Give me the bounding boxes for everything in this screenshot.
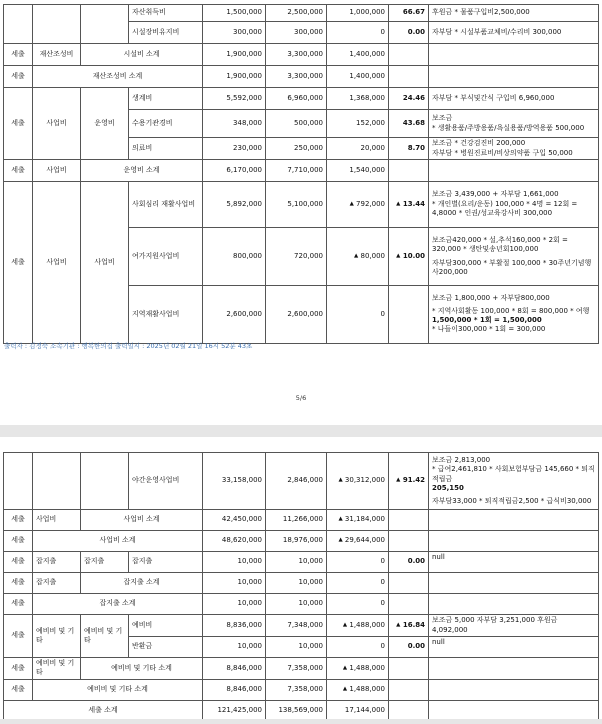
subsection-cell: 예비비 및 기타 xyxy=(81,615,129,658)
rate-number: 91.42 xyxy=(402,476,425,485)
item-name: 여가지원사업비 xyxy=(129,228,203,286)
cell-empty xyxy=(429,594,599,615)
budget-value: 1,500,000 xyxy=(203,5,266,22)
cell-empty xyxy=(389,531,429,552)
budget-value: 300,000 xyxy=(203,22,266,44)
diff-number: 30,312,000 xyxy=(344,476,385,485)
note: null xyxy=(429,552,599,573)
final-value: 2,500,000 xyxy=(266,5,327,22)
diff-value: 0 xyxy=(327,286,389,344)
note: 자부담 * 시설부품교체비/수리비 300,000 xyxy=(429,22,599,44)
section-cell: 재산조성비 xyxy=(33,44,81,66)
cell-empty xyxy=(429,510,599,531)
final-value: 11,266,000 xyxy=(266,510,327,531)
cell-empty xyxy=(429,573,599,594)
cell-empty xyxy=(429,679,599,700)
subtotal-label: 예비비 및 기타 소계 xyxy=(81,658,203,680)
rate-value: 0.00 xyxy=(389,637,429,658)
diff-value: 1,368,000 xyxy=(327,88,389,110)
table-row xyxy=(4,5,599,22)
diff-value: 152,000 xyxy=(327,110,389,138)
item-name: 의료비 xyxy=(129,138,203,160)
item-name: 생계비 xyxy=(129,88,203,110)
cell-empty xyxy=(389,510,429,531)
item-name: 예비비 xyxy=(129,615,203,637)
decrease-icon: ▲ xyxy=(342,664,348,671)
table-row xyxy=(4,66,599,88)
page-separator xyxy=(0,719,602,724)
final-value: 7,348,000 xyxy=(266,615,327,637)
diff-value: 0 xyxy=(327,594,389,615)
note: null xyxy=(429,637,599,658)
diff-value: 0 xyxy=(327,637,389,658)
budget-value: 48,620,000 xyxy=(203,531,266,552)
diff-value: 0 xyxy=(327,552,389,573)
diff-value: 1,000,000 xyxy=(327,5,389,22)
final-value: 10,000 xyxy=(266,637,327,658)
category-cell: 세출 xyxy=(4,66,33,88)
category-cell: 세출 xyxy=(4,552,33,573)
decrease-icon: ▲ xyxy=(396,252,401,259)
section-cell: 예비비 및 기타 xyxy=(33,658,81,680)
table-row xyxy=(4,573,599,594)
subtotal-label: 운영비 소계 xyxy=(81,160,203,182)
note-line: 자부담300,000 * 부활절 100,000 * 30주년기념행사200,000 xyxy=(432,258,592,276)
cell-empty xyxy=(389,66,429,88)
category-cell: 세출 xyxy=(4,510,33,531)
subsection-cell: 운영비 xyxy=(81,88,129,160)
page-2 xyxy=(0,437,602,719)
note-line: 205,150 xyxy=(432,484,464,493)
rate-value: 43.68 xyxy=(389,110,429,138)
decrease-icon: ▲ xyxy=(338,516,343,523)
note-line: * 생활용품/주방용품/욕실용품/방역용품 500,000 xyxy=(432,123,585,132)
subsection-cell: 잡지출 xyxy=(81,552,129,573)
section-cell: 사업비 xyxy=(33,510,81,531)
category-cell: 세출 xyxy=(4,182,33,344)
cell-empty xyxy=(81,5,129,44)
diff-value xyxy=(327,510,389,531)
item-name: 사회심리 재활사업비 xyxy=(129,182,203,228)
subsection-cell: 사업비 xyxy=(81,182,129,344)
decrease-icon: ▲ xyxy=(338,537,343,544)
note-line: 보조금 * 건강검진비 200,000 xyxy=(432,139,526,148)
table-row xyxy=(4,453,599,510)
note-line: 보조금 xyxy=(432,114,453,123)
budget-value: 1,900,000 xyxy=(203,44,266,66)
subtotal-label: 사업비 소계 xyxy=(33,531,203,552)
decrease-icon: ▲ xyxy=(396,200,401,207)
subtotal-label: 잡지출 소계 xyxy=(33,594,203,615)
cell-empty xyxy=(389,160,429,182)
budget-table-page-2 xyxy=(3,452,599,722)
final-value: 500,000 xyxy=(266,110,327,138)
final-value: 250,000 xyxy=(266,138,327,160)
item-name: 자산취득비 xyxy=(129,5,203,22)
section-cell: 사업비 xyxy=(33,182,81,344)
budget-value: 230,000 xyxy=(203,138,266,160)
category-cell: 세출 xyxy=(4,594,33,615)
diff-value xyxy=(327,615,389,637)
item-name: 잡지출 xyxy=(129,552,203,573)
print-info: 출력자 : 김정숙 소속기관 : 행복한의집 출력일시 : 2025년 02월 21일 16시 52분 43초 xyxy=(4,342,253,350)
note xyxy=(429,182,599,228)
note-line: 보조금 3,439,000 + 자부담 1,661,000 xyxy=(432,190,559,199)
note: 보조금 5,000 자부담 3,251,000 후원금 4,092,000 xyxy=(429,615,599,637)
decrease-icon: ▲ xyxy=(396,477,401,484)
cell-empty xyxy=(429,44,599,66)
rate-value: 0.00 xyxy=(389,22,429,44)
page-number: 5/6 xyxy=(295,394,307,402)
table-row xyxy=(4,160,599,182)
note: 후원금 * 물품구입비2,500,000 xyxy=(429,5,599,22)
note-line: 자부담33,000 * 퇴직적립금2,500 * 급식비30,000 xyxy=(432,496,592,505)
subtotal-label: 예비비 및 기타 소계 xyxy=(33,679,203,700)
item-name: 야간운영사업비 xyxy=(129,453,203,510)
diff-number: 1,488,000 xyxy=(349,685,385,694)
category-cell: 세출 xyxy=(4,658,33,680)
budget-value: 8,846,000 xyxy=(203,658,266,680)
note-line: 1,500,000 * 1회 = 1,500,000 xyxy=(432,316,542,324)
final-value: 7,358,000 xyxy=(266,658,327,680)
budget-value: 8,846,000 xyxy=(203,679,266,700)
table-row xyxy=(4,615,599,637)
table-row xyxy=(4,679,599,700)
final-value: 18,976,000 xyxy=(266,531,327,552)
final-value: 2,600,000 xyxy=(266,286,327,344)
table-row xyxy=(4,182,599,228)
item-name: 수용기관경비 xyxy=(129,110,203,138)
note xyxy=(429,228,599,286)
decrease-icon: ▲ xyxy=(342,686,348,693)
budget-value: 121,425,000 xyxy=(203,700,266,721)
diff-value: 1,540,000 xyxy=(327,160,389,182)
budget-value: 5,892,000 xyxy=(203,182,266,228)
note xyxy=(429,138,599,160)
table-row xyxy=(4,44,599,66)
budget-value: 8,836,000 xyxy=(203,615,266,637)
note-line: 보조금420,000 * 설,추석160,000 * 2회 = 320,000 * 생탄및송년회100,000 xyxy=(432,235,568,254)
diff-value: 1,400,000 xyxy=(327,44,389,66)
cell-empty xyxy=(81,453,129,510)
table-row xyxy=(4,531,599,552)
budget-value: 10,000 xyxy=(203,552,266,573)
decrease-icon: ▲ xyxy=(354,252,359,259)
budget-value: 5,592,000 xyxy=(203,88,266,110)
diff-value xyxy=(327,182,389,228)
category-cell: 세출 xyxy=(4,44,33,66)
budget-value: 6,170,000 xyxy=(203,160,266,182)
final-value: 138,569,000 xyxy=(266,700,327,721)
budget-value: 10,000 xyxy=(203,573,266,594)
note-line: * 나들이300,000 * 1회 = 300,000 xyxy=(432,325,546,334)
section-cell: 예비비 및 기타 xyxy=(33,615,81,658)
rate-number: 16.84 xyxy=(402,620,425,629)
rate-value: 24.46 xyxy=(389,88,429,110)
section-cell: 잡지출 xyxy=(33,552,81,573)
table-row xyxy=(4,552,599,573)
item-name: 시설장비유지비 xyxy=(129,22,203,44)
item-name: 지역재활사업비 xyxy=(129,286,203,344)
cell-empty xyxy=(429,531,599,552)
page-separator xyxy=(0,425,602,437)
note: 자부담 * 부식및간식 구입비 6,960,000 xyxy=(429,88,599,110)
decrease-icon: ▲ xyxy=(342,621,348,628)
rate-value xyxy=(389,615,429,637)
section-cell: 잡지출 xyxy=(33,573,81,594)
diff-number: 29,644,000 xyxy=(344,536,385,545)
cell-empty xyxy=(389,573,429,594)
diff-value: 20,000 xyxy=(327,138,389,160)
budget-value: 800,000 xyxy=(203,228,266,286)
budget-value: 348,000 xyxy=(203,110,266,138)
note-line: 보조금 2,813,000 xyxy=(432,455,491,464)
cell-empty xyxy=(389,44,429,66)
final-value: 3,300,000 xyxy=(266,44,327,66)
cell-empty xyxy=(429,160,599,182)
budget-value: 2,600,000 xyxy=(203,286,266,344)
cell-empty xyxy=(389,594,429,615)
final-value: 7,710,000 xyxy=(266,160,327,182)
final-value: 10,000 xyxy=(266,594,327,615)
rate-value xyxy=(389,182,429,228)
final-value: 2,846,000 xyxy=(266,453,327,510)
cell-empty xyxy=(33,5,81,44)
cell-empty xyxy=(389,679,429,700)
item-name: 반환금 xyxy=(129,637,203,658)
diff-value xyxy=(327,658,389,680)
category-cell: 세출 xyxy=(4,573,33,594)
section-cell: 사업비 xyxy=(33,88,81,160)
rate-value xyxy=(389,453,429,510)
cell-empty xyxy=(33,453,81,510)
final-value: 3,300,000 xyxy=(266,66,327,88)
budget-value: 1,900,000 xyxy=(203,66,266,88)
cell-empty xyxy=(4,5,33,44)
cell-empty xyxy=(429,658,599,680)
final-value: 6,960,000 xyxy=(266,88,327,110)
table-row xyxy=(4,510,599,531)
decrease-icon: ▲ xyxy=(396,621,401,628)
category-cell: 세출 xyxy=(4,531,33,552)
note-line: 자부담 * 병원진료비/비상의약품 구입 50,000 xyxy=(432,148,573,157)
diff-value: 1,400,000 xyxy=(327,66,389,88)
decrease-icon: ▲ xyxy=(338,477,343,484)
note-line: * 급여2,461,810 * 사회보험부담금 145,660 * 퇴직적립금 xyxy=(432,465,595,483)
final-value: 7,358,000 xyxy=(266,679,327,700)
rate-value: 8.70 xyxy=(389,138,429,160)
final-value: 300,000 xyxy=(266,22,327,44)
category-cell: 세출 xyxy=(4,88,33,160)
diff-number: 792,000 xyxy=(356,199,385,208)
section-cell: 사업비 xyxy=(33,160,81,182)
diff-number: 80,000 xyxy=(360,251,385,260)
budget-value: 10,000 xyxy=(203,637,266,658)
note-line: 보조금 1,800,000 + 자부담800,000 xyxy=(432,294,550,303)
decrease-icon: ▲ xyxy=(349,200,354,207)
subtotal-label: 재산조성비 소계 xyxy=(33,66,203,88)
diff-value: 0 xyxy=(327,22,389,44)
table-row xyxy=(4,88,599,110)
final-value: 720,000 xyxy=(266,228,327,286)
subtotal-label: 잡지출 소계 xyxy=(81,573,203,594)
note xyxy=(429,286,599,344)
total-label: 세출 소계 xyxy=(4,700,203,721)
diff-value xyxy=(327,453,389,510)
cell-empty xyxy=(389,658,429,680)
cell-empty xyxy=(429,66,599,88)
subtotal-label: 사업비 소계 xyxy=(81,510,203,531)
rate-number: 10.00 xyxy=(402,251,425,260)
note xyxy=(429,453,599,510)
diff-value: 0 xyxy=(327,573,389,594)
budget-value: 33,158,000 xyxy=(203,453,266,510)
rate-number: 13.44 xyxy=(402,199,425,208)
diff-value xyxy=(327,228,389,286)
cell-empty xyxy=(389,286,429,344)
note-line: * 지역사회활동 100,000 * 8회 = 800,000 * 여행 xyxy=(432,306,590,315)
final-value: 10,000 xyxy=(266,573,327,594)
table-row xyxy=(4,658,599,680)
budget-value: 42,450,000 xyxy=(203,510,266,531)
budget-value: 10,000 xyxy=(203,594,266,615)
subtotal-label: 시설비 소계 xyxy=(81,44,203,66)
table-row xyxy=(4,594,599,615)
final-value: 10,000 xyxy=(266,552,327,573)
diff-value: 17,144,000 xyxy=(327,700,389,721)
diff-number: 31,184,000 xyxy=(344,515,385,524)
cell-empty xyxy=(4,453,33,510)
final-value: 5,100,000 xyxy=(266,182,327,228)
category-cell: 세출 xyxy=(4,615,33,658)
budget-table-page-1 xyxy=(3,4,599,344)
note-line: * 개인별(요리/운동) 100,000 * 4명 = 12회 = 4,8000 * 인권/성교육강사비 300,000 xyxy=(432,199,578,218)
diff-value xyxy=(327,531,389,552)
rate-value: 0.00 xyxy=(389,552,429,573)
diff-number: 1,488,000 xyxy=(349,620,385,629)
rate-value: 66.67 xyxy=(389,5,429,22)
diff-value xyxy=(327,679,389,700)
note xyxy=(429,110,599,138)
diff-number: 1,488,000 xyxy=(349,663,385,672)
rate-value xyxy=(389,228,429,286)
category-cell: 세출 xyxy=(4,160,33,182)
category-cell: 세출 xyxy=(4,679,33,700)
